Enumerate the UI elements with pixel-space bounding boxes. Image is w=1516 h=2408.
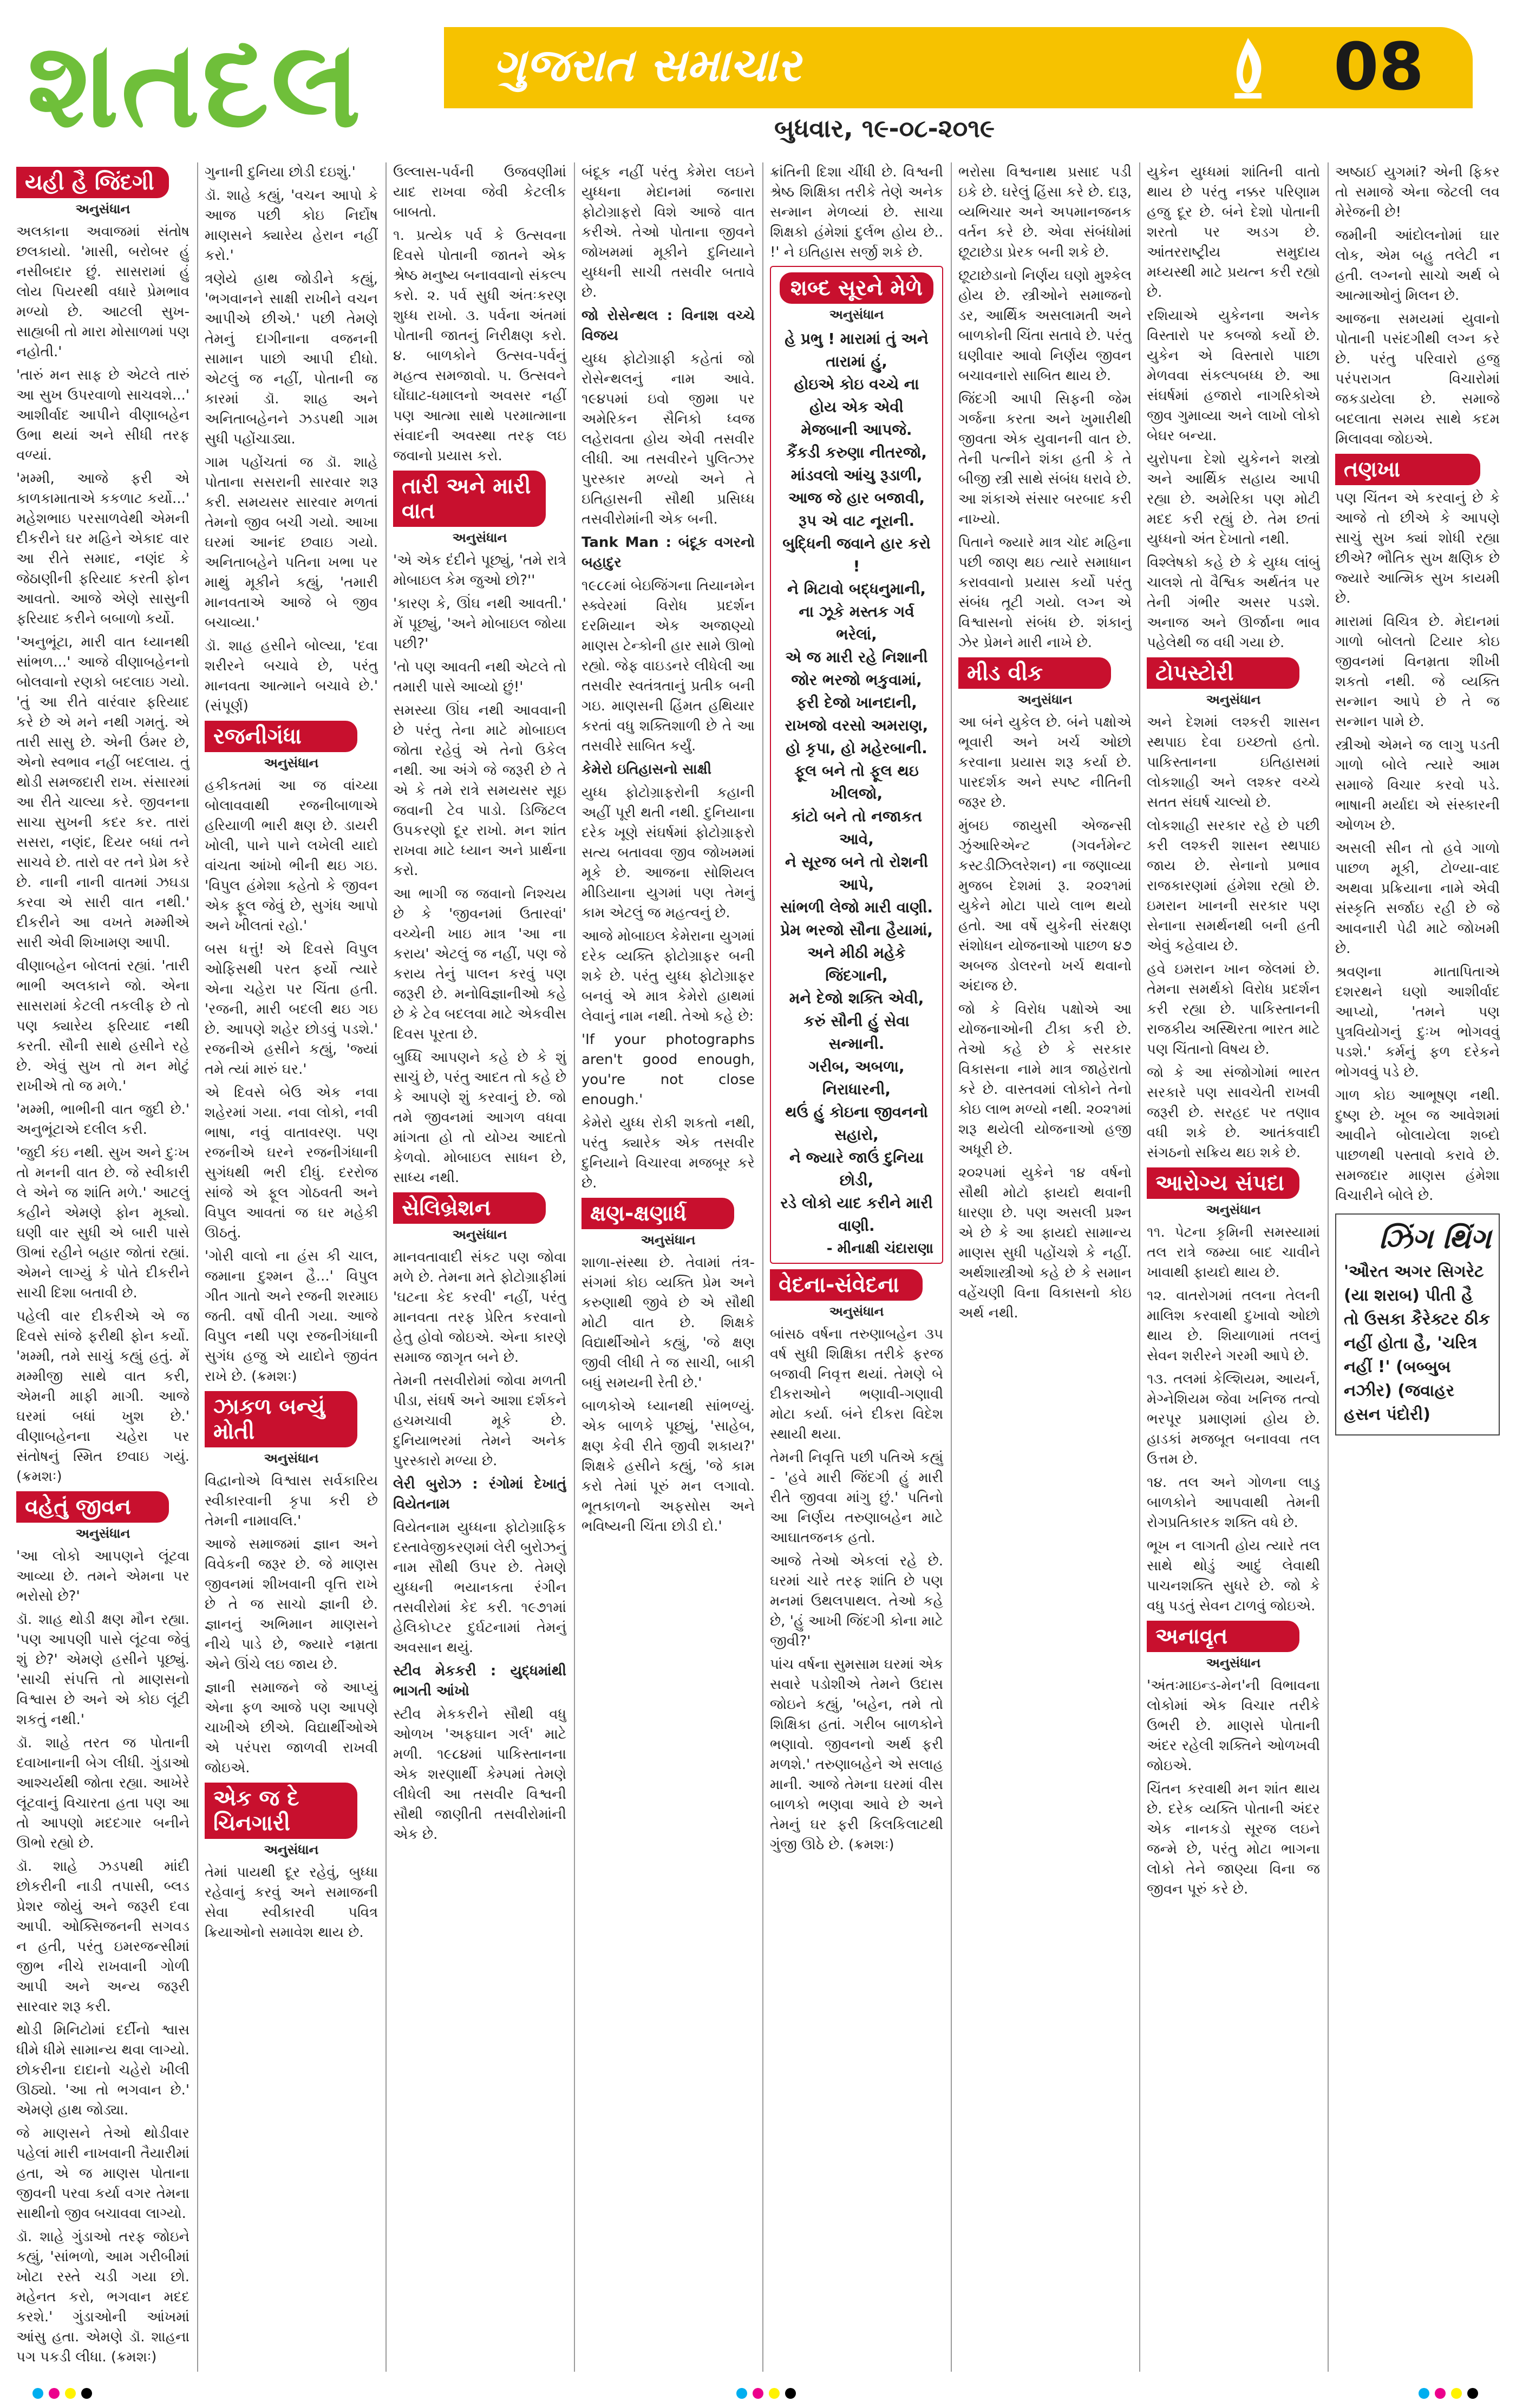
magenta-dot-icon [753, 2388, 763, 2399]
poem-line: મને દેજો શક્તિ એવી, [789, 989, 924, 1007]
subheading: જો રોસેન્થલ : વિનાશ વચ્ચે વિજય [581, 308, 755, 344]
paragraph: જો કે વિરોધ પક્ષોએ આ યોજનાઓની ટીકા કરી છે. તેઓ કહે છે કે સરકાર વિકાસના નામે માત્ર જાહેરાતો કરે છે. વાસ્તવમાં લોકોને તેનો કોઇ લાભ મળ્યો નથી. ૨૦૨૧માં શરૂ થયેલી યોજનાઓ હજી અધૂરી છે. [958, 1001, 1132, 1158]
paragraph: ચિંતન કરવાથી મન શાંત થાય છે. દરેક વ્યક્તિ પોતાની અંદર એક નાનકડો સૂરજ લઇને જન્મે છે, પરંતુ મોટા ભાગના લોકો તેને જાણ્યા વિના જ જીવન પૂરું કરે છે. [1147, 1781, 1320, 1897]
paragraph: આજે તેઓ એકલાં રહે છે. ઘરમાં ચારે તરફ શાંતિ છે પણ મનમાં ઉથલપાથલ. તેઓ કહે છે, 'હું આખી જિંદગી કોના માટે જીવી?' [770, 1553, 943, 1649]
poem-line: એ જ મારી રહે નિશાની [785, 648, 928, 666]
paragraph: ભરોસા વિશ્વનાથ પ્રસાદ પડી ઇકે છે. ઘરેલું હિંસા કરે છે. દારૂ, વ્યભિચાર અને અપમાનજનક વર્તન કરે છે. એવા સંબંધોમાં છૂટાછેડા પ્રેરક બની શકે છે. [958, 164, 1132, 260]
paragraph: 'કારણ કે, ઊંઘ નથી આવતી.' મેં પૂછ્યું, 'અને મોબાઇલ જોયા પછી?' [393, 596, 566, 652]
paragraph: ડૉ. શાહે ગુંડાઓ તરફ જોઇને કહ્યું, 'સાંભળો, આમ ગરીબીમાં ખોટા રસ્તે ચડી ગયા છો. મહેનત કરો, ભગવાન મદદ કરશે.' ગુંડાઓની આંખમાં આંસુ હતા. એમણે ડૉ. શાહના પગ પકડી લીધા. (ક્રમશઃ) [16, 2229, 190, 2365]
poem-line: કાંટો બને તો નજાકત આવે, [791, 807, 922, 848]
paragraph: તેમાં પાયથી દૂર રહેવું, બુધ્ધા રહેવાનું કરવું અને સમાજની સેવા સ્વીકારવી પવિત્ર ક્રિયાઓનો સમાવેશ થાય છે. [205, 1864, 378, 1941]
poem-line: હે પ્રભુ ! મારામાં તું અને તારામાં હું, [785, 330, 929, 370]
paragraph: પિતાને જ્યારે માત્ર ચોદ મહિના પછી જાણ થઇ ત્યારે સમાધાન કરાવવાનો પ્રયાસ કર્યો પરંતુ સંબંધ તૂટી ગયો. લગ્ન એ વિશ્વાસનો સંબંધ છે. શંકાનું ઝેર પ્રેમને મારી નાખે છે. [958, 534, 1132, 651]
column-divider [197, 162, 198, 2372]
section-heading: એક જ દે ચિનગારી [205, 1783, 357, 1839]
continuation-label: અનુસંધાન [1206, 1202, 1261, 1217]
paragraph: ત્રણેયે હાથ જોડીને કહ્યું, 'ભગવાનને સાક્ષી રાખીને વચન આપીએ છીએ.' પછી તેમણે તેમનું દાગીનાના વજનની સામાન પાછો આપી દીધો. એટલું જ નહીં, પોતાની જ કારમાં ડૉ. શાહ અને અનિતાબહેનને ઝડપથી ગામ સુધી પહોંચાડ્યા. [205, 271, 378, 447]
poem-line: હોઇએ કોઇ વચ્ચે ના હોય એક એવી [794, 375, 919, 416]
paragraph: એ દિવસે બેઉ એક નવા શહેરમાં ગયા. નવા લોકો, નવી ભાષા, નવું વાતાવરણ. પણ રજનીએ ઘરને રજનીગંધાની સુગંધથી ભરી દીધું. દરરોજ સાંજે એ ફૂલ ગોઠવતી અને વિપુલ આવતાં જ ઘર મહેકી ઊઠતું. [205, 1085, 378, 1241]
continuation-label: અનુસંધાન [264, 1451, 319, 1466]
paragraph: શાળા-સંસ્થા છે. તેવામાં તંત્ર-સંગમાં કોઇ વ્યક્તિ પ્રેમ અને કરુણાથી જીવે છે એ સૌથી મોટી વાત છે. શિક્ષકે વિદ્યાર્થીઓને કહ્યું, 'જે ક્ષણ જીવી લીધી તે જ સાચી, બાકી બધું સમયની રેતી છે.' [581, 1255, 755, 1391]
poem-heading: શબ્દ સૂરને મેળે [780, 272, 933, 304]
paragraph: લોકશાહી સરકાર રહે છે પછી કરી લશ્કરી શાસન સ્થપાઇ જાય છે. સેનાનો પ્રભાવ રાજકારણમાં હંમેશા રહ્યો છે. ઇમરાન ખાનની સરકાર પણ સેનાના સમર્થનથી બની હતી એવું કહેવાય છે. [1147, 818, 1320, 954]
paragraph: ડૉ. શાહે તરત જ પોતાની દવાખાનાની બેગ લીધી. ગુંડાઓ આશ્ચર્યથી જોતા રહ્યા. આખેરે લૂંટવાનું વિચારતા હતા પણ આ તો આપણો મદદગાર બનીને ઊભો રહ્યો છે. [16, 1735, 190, 1851]
section-heading: ટોપસ્ટોરી [1147, 657, 1299, 689]
poem-line: ને મિટાવો બદ્ધનુમાની, [787, 580, 926, 598]
paragraph: પણ ચિંતન એ કરવાનું છે કે આજે તો છીએ કે આપણે સાચું સુખ ક્યાં શોધી રહ્યા છીએ? ભૌતિક સુખ ક્ષણિક છે જ્યારે આત્મિક સુખ કાયમી છે. [1335, 490, 1500, 606]
column-7 [1147, 162, 1320, 2372]
paragraph: માનવતાવાદી સંકટ પણ જોવા મળે છે. તેમના મતે ફોટોગ્રાફીમાં 'ઘટના કેદ કરવી' નહીં, પરંતુ માનવતા તરફ પ્રેરિત કરવાનો હેતુ હોવો જોઇએ. એના કારણે સમાજ જાગૃત બને છે. [393, 1249, 566, 1366]
paragraph: બુધ્ધિ આપણને કહે છે કે શું સાચું છે, પરંતુ આદત તો કહે છે કે આપણે શું કરવાનું છે. જો તમે જીવનમાં આગળ વધવા માંગતા હો તો યોગ્ય આદતો કેળવો. મોબાઇલ સાધન છે, સાધ્ય નથી. [393, 1049, 566, 1186]
continuation-label: અનુસંધાન [1017, 692, 1073, 707]
continuation-label: અનુસંધાન [641, 1232, 696, 1248]
brand-band [444, 27, 1473, 108]
paragraph: બંદૂક નહીં પરંતુ કેમેરા લઇને યુધ્ધના મેદાનમાં જનારા ફોટોગ્રાફરો વિશે આજે વાત કરીએ. તેઓ પોતાના જીવને જોખમમાં મૂકીને દુનિયાને યુધ્ધની સાચી તસવીર બતાવે છે. [581, 164, 755, 301]
paragraph: જિંદગી આપી સિફની જેમ ગર્જના કરતા અને ખુમારીથી જીવતા એક યુવાનની વાત છે. તેની પત્નીને શંકા હતી કે તે બીજી સ્ત્રી સાથે સંબંધ ધરાવે છે. આ શંકાએ સંસાર બરબાદ કરી નાખ્યો. [958, 391, 1132, 527]
paragraph: 'અંતઃમાઇન્ડ-મેન'ની વિભાવના લોકોમાં એક વિચાર તરીકે ઉભરી છે. માણસે પોતાની અંદર રહેલી શક્તિને ઓળખવી જોઇએ. [1147, 1678, 1320, 1774]
paragraph: યુધ્ધ ફોટોગ્રાફી કહેતાં જો રોસેન્થલનું નામ આવે. ૧૯૪૫માં ઇવો જીમા પર અમેરિકન સૈનિકો ધ્વજ લહેરાવતા હોય એવી તસવીર લીધી. આ તસવીરને પુલિત્ઝર પુરસ્કાર મળ્યો અને તે ઇતિહાસની સૌથી પ્રસિધ્ધ તસવીરોમાંની એક બની. [581, 351, 755, 527]
paragraph: તેમની તસવીરોમાં જોવા મળતી પીડા, સંઘર્ષ અને આશા દર્શકને હચમચાવી મૂકે છે. દુનિયાભરમાં તેમને અનેક પુરસ્કારો મળ્યા છે. [393, 1373, 566, 1469]
column-divider [1139, 162, 1140, 2372]
paragraph: શ્રવણના માતાપિતાએ દશરથને ઘણો આશીર્વાદ આપ્યો, 'તમને પણ પુત્રવિયોગનું દુઃખ ભોગવવું પડશે.' કર્મનું ફળ દરેકને ભોગવવું પડે છે. [1335, 964, 1500, 1080]
column-1 [16, 162, 190, 2372]
quote-box [1335, 1213, 1500, 1435]
paragraph: હવે ઇમરાન ખાન જેલમાં છે. તેમના સમર્થકો વિરોધ પ્રદર્શન કરી રહ્યા છે. પાકિસ્તાનની રાજકીય અસ્થિરતા ભારત માટે પણ ચિંતાનો વિષય છે. [1147, 961, 1320, 1058]
paragraph: આજના સમયમાં યુવાનો પોતાની પસંદગીથી લગ્ન કરે છે. પરંતુ પરિવારો હજુ પરંપરાગત વિચારોમાં જકડાયેલા છે. સમાજે બદલાતા સમય સાથે કદમ મિલાવવા જોઇએ. [1335, 311, 1500, 447]
paragraph: 'મમ્મી, આજે ફરી એ કાળકામાતાએ કકળાટ કર્યો...' મહેશભાઇ પરસાળવેથી એમની દીકરીને ઘર મહિને એકાદ વાર આ રીતે સમાદ, નણંદ કે જેઠાણીની ફરિયાદ કરતી ફોન આવતો. આજે એણે સાસુની ફરિયાદ કરીને બબાળો કર્યો. [16, 471, 190, 627]
section-heading: આરોગ્ય સંપદા [1147, 1167, 1299, 1199]
paragraph: જો કે આ સંજોગોમાં ભારત સરકારે પણ સાવચેતી રાખવી જરૂરી છે. સરહદ પર તણાવ વધી શકે છે. આતંકવાદી સંગઠનો સક્રિય થઇ શકે છે. [1147, 1065, 1320, 1161]
paragraph: બસ ધત્તું! એ દિવસે વિપુલ ઓફિસથી પરત ફર્યો ત્યારે એના ચહેરા પર ચિંતા હતી. 'રજની, મારી બદલી થઇ ગઇ છે. આપણે શહેર છોડવું પડશે.' રજનીએ હસીને કહ્યું, 'જ્યાં તમે ત્યાં મારું ઘર.' [205, 941, 378, 1078]
paragraph: ડૉ. શાહે ઝડપથી માંદી છોકરીની નાડી તપાસી, બ્લડ પ્રેશર જોયું અને જરૂરી દવા આપી. ઓક્સિજનની સગવડ ન હતી, પરંતુ ઇમરજન્સીમાં જીભ નીચે રાખવાની ગોળી આપી અને અન્ય જરૂરી સારવાર શરૂ કરી. [16, 1858, 190, 2015]
subheading: કેમેરો ઇતિહાસનો સાક્ષી [581, 761, 712, 778]
section-heading: તારી અને મારી વાત [393, 471, 546, 527]
paragraph: પાંચ વર્ષના સુમસામ ઘરમાં એક સવારે પડોશીએ તેમને ઉદાસ જોઇને કહ્યું, 'બહેન, તમે તો શિક્ષિકા હતાં. ગરીબ બાળકોને ભણાવો. જીવનનો અર્થ ફરી મળશે.' તરુણાબહેને એ સલાહ માની. આજે તેમના ઘરમાં વીસ બાળકો ભણવા આવે છે અને તેમનું ઘર ફરી કિલકિલાટથી ગુંજી ઊઠે છે. (ક્રમશઃ) [770, 1656, 943, 1853]
lamp-flame-icon [1218, 32, 1278, 103]
paragraph: જે માણસને તેઓ થોડીવાર પહેલાં મારી નાખવાની તૈયારીમાં હતા, એ જ માણસ પોતાના જીવની પરવા કર્યા વગર તેમના સાથીનો જીવ બચાવવા લાગ્યો. [16, 2125, 190, 2222]
paragraph: ક્રાંતિની દિશા ચીંધી છે. વિશ્વની શ્રેષ્ઠ શિક્ષિકા તરીકે તેણે અનેક સન્માન મેળવ્યાં છે. સાચા શિક્ષકો હંમેશાં દુર્લભ હોય છે.. !' ને ઇતિહાસ સર્જી શકે છે. [770, 164, 943, 260]
paragraph: ઉલ્લાસ-પર્વની ઉજવણીમાં યાદ રાખવા જેવી કેટલીક બાબતો. [393, 164, 566, 220]
paragraph: ડૉ. શાહ હસીને બોલ્યા, 'દવા શરીરને બચાવે છે, પરંતુ માનવતા આત્માને બચાવે છે.' (સંપૂર્ણ) [205, 638, 378, 714]
poem-box [770, 266, 943, 1264]
poem-line: કૈંકડી કરુણા નીતરજો, [786, 443, 927, 461]
poem-line: બુદ્ધિની જવાને હાર કરો ! [782, 534, 931, 575]
paragraph: 'ગોરી વાલો ના હંસ કી ચાલ, જમાના દુશ્મન હૈ...' વિપુલ ગીત ગાતો અને રજની શરમાઇ જતી. વર્ષો વીતી ગયા. આજે વિપુલ નથી પણ રજનીગંધાની સુગંધ હજુ એ યાદોને જીવંત રાખે છે. (ક્રમશઃ) [205, 1248, 378, 1385]
quote-text: 'ઔરત અગર સિગરેટ (યા શરાબ) પીતી હૈ તો ઉસકા કૈરેક્ટર ઠીક નહીં હોતા હૈ, 'ચરિત્ર નહીં !' (બબ્બુબ નઝીર) (જવાહર હસન પંદોરી) [1344, 1262, 1491, 1424]
paragraph: છૂટાછેડાનો નિર્ણય ઘણો મુશ્કેલ હોય છે. સ્ત્રીઓને સમાજનો ડર, આર્થિક અસલામતી અને બાળકોની ચિંતા સતાવે છે. પરંતુ ઘણીવાર આવો નિર્ણય જીવન બચાવનારો સાબિત થાય છે. [958, 267, 1132, 384]
continuation-label: અનુસંધાન [452, 530, 507, 545]
subheading: Tank Man : બંદૂક વગરનો બહાદુર [581, 534, 755, 571]
poem-line: હો કૃપા, હો મહેરબાની. [786, 739, 927, 757]
paragraph: આ બંને યુકેલ છે. બંને પક્ષોએ ભૂવારી અને ખર્ચ ઓછો કરવાના પ્રયાસ શરૂ કર્યા છે. પારદર્શક અને સ્પષ્ટ નીતિની જરૂર છે. [958, 714, 1132, 811]
paragraph: બાંસઠ વર્ષના તરુણાબહેન ૩૫ વર્ષ સુધી શિક્ષિકા તરીકે ફરજ બજાવી નિવૃત્ત થયાં. તેમણે બે દીકરાઓને ભણાવી-ગણાવી મોટા કર્યા. બંને દીકરા વિદેશ સ્થાયી થયા. [770, 1326, 943, 1443]
continuation-label: અનુસંધાન [75, 1526, 130, 1541]
section-heading: ક્ષણ-ક્ષણાર્ધ [581, 1198, 734, 1229]
black-dot-icon [81, 2388, 92, 2399]
paragraph: પહેલી વાર દીકરીએ એ જ દિવસે સાંજે ફરીથી ફોન કર્યો. 'મમ્મી, તમે સાચું કહ્યું હતું. મેં મમ્મીજી સાથે વાત કરી, એમની માફી માગી. આજે ઘરમાં બધાં ખુશ છે.' વીણાબહેનના ચહેરા પર સંતોષનું સ્મિત છવાઇ ગયું. (ક્રમશઃ) [16, 1308, 190, 1485]
paragraph: ગામ પહોંચતાં જ ડૉ. શાહે પોતાના સસરાની સારવાર શરૂ કરી. સમયસર સારવાર મળતાં તેમનો જીવ બચી ગયો. આખા ઘરમાં આનંદ છવાઇ ગયો. અનિતાબહેને પતિના ખભા પર માથું મૂકીને કહ્યું, 'તમારી માનવતાએ આજે બે જીવ બચાવ્યા.' [205, 454, 378, 631]
poem-line: મેજબાની આપજે. [801, 421, 912, 439]
paragraph: કેમેરો યુધ્ધ રોકી શકતો નથી, પરંતુ ક્યારેક એક તસવીર દુનિયાને વિચારવા મજબૂર કરે છે. [581, 1115, 755, 1191]
paragraph: ડૉ. શાહે કહ્યું, 'વચન આપો કે આજ પછી કોઇ નિર્દોષ માણસને ક્યારેય હેરાન નહીં કરો.' [205, 187, 378, 264]
paragraph: મારામાં વિચિત્ર છે. મેદાનમાં ગાળો બોલતો ટિયાર કોઇ જીવનમાં વિનમ્રતા શીખી શકતો નથી. જે વ્યક્તિ સન્માન આપે છે તે જ સન્માન પામે છે. [1335, 614, 1500, 730]
section-heading: યહી હૈ જિંદગી [16, 167, 169, 198]
paragraph: 'એ એક દંદીને પૂછ્યું, 'તમે રાત્રે મોબાઇલ કેમ જુઓ છો?'' [393, 552, 566, 589]
column-divider [1328, 162, 1329, 2372]
poem-line: રૂપ એ વાટ નૂરાની. [798, 512, 915, 530]
paragraph: જ્ઞાની સમાજને જે આપ્યું એના ફળ આજે પણ આપણે ચાખીએ છીએ. વિદ્યાર્થીઓએ એ પરંપરા જાળવી રાખવી જોઇએ. [205, 1680, 378, 1776]
continuation-label: અનુસંધાન [1206, 1655, 1261, 1670]
column-3 [393, 162, 566, 2372]
paragraph: આજે સમાજમાં જ્ઞાન અને વિવેકની જરૂર છે. જે માણસ જીવનમાં શીખવાની વૃત્તિ રાખે છે તે જ સાચો જ્ઞાની છે. જ્ઞાનનું અભિમાન માણસને નીચે પાડે છે, જ્યારે નમ્રતા એને ઊંચે લઇ જાય છે. [205, 1536, 378, 1673]
subheading: સ્ટીવ મેકકરી : યુદ્ધમાંથી ભાગતી આંખો [393, 1663, 566, 1699]
paragraph: ૧. પ્રત્યેક પર્વ કે ઉત્સવના દિવસે પોતાની જાતને એક શ્રેષ્ઠ મનુષ્ય બનાવવાનો સંકલ્પ કરો. ૨. પર્વ સુધી અંતઃકરણ શુધ્ધ રાખો. ૩. પર્વના અંતમાં પોતાની જાતનું નિરીક્ષણ કરો. ૪. બાળકોને ઉત્સવ-પર્વનું મહત્વ સમજાવો. ૫. ઉત્સવને ઘોંઘાટ-ધમાલનો અવસર નહીં પણ આત્મા સાથે પરમાત્માના સંવાદની અવસ્થા તરફ લઇ જવાનો પ્રયાસ કરો. [393, 227, 566, 464]
print-registration-marks [0, 2383, 1516, 2404]
poem-line: રડે લોકો યાદ કરીને મારી વાણી. [780, 1194, 933, 1235]
cyan-dot-icon [1419, 2388, 1429, 2399]
section-heading: વેદના-સંવેદના [770, 1269, 923, 1301]
column-6 [958, 162, 1132, 2372]
page-number: 08 [1334, 30, 1424, 105]
paragraph: બાળકોએ ધ્યાનથી સાંભળ્યું. એક બાળકે પૂછ્યું, 'સાહેબ, ક્ષણ કેવી રીતે જીવી શકાય?' શિક્ષકે હસીને કહ્યું, 'જે કામ કરો તેમાં પૂરું મન લગાવો. ભૂતકાળનો અફસોસ અને ભવિષ્યની ચિંતા છોડી દો.' [581, 1398, 755, 1535]
paragraph: ૧૯૮૯માં બેઇજિંગના તિયાનમેન સ્ક્વેરમાં વિરોધ પ્રદર્શન દરમિયાન એક અજાણ્યો માણસ ટેન્કોની હાર સામે ઊભો રહ્યો. જેફ વાઇડનરે લીધેલી આ તસવીર સ્વતંત્રતાનું પ્રતીક બની ગઇ. માણસની હિંમત હથિયાર કરતાં વધુ શક્તિશાળી છે તે આ તસવીરે સાબિત કર્યું. [581, 578, 755, 754]
poem-line: રાખજો વરસો અમરાણ, [785, 716, 929, 734]
column-divider [574, 162, 575, 2372]
paragraph: ગુનાની દુનિયા છોડી દઇશું.' [205, 164, 356, 180]
poem-line: થઉં હું કોઇના જીવનનો સહારો, [785, 1103, 928, 1144]
paragraph: 'મમ્મી, ભાભીની વાત જુદી છે.' અનુભૂંટાએ દલીલ કરી. [16, 1101, 190, 1138]
continuation-label: અનુસંધાન [829, 307, 884, 322]
poet-signature: - મીનાક્ષી ચંદારાણા [826, 1241, 933, 1257]
poem-line: ફરી દેજો ખાનદાની, [796, 694, 917, 712]
continuation-label: અનુસંધાન [75, 201, 130, 217]
yellow-dot-icon [1451, 2388, 1462, 2399]
poem-line: ને જ્યારે જાઉં દુનિયા છોડી, [789, 1148, 924, 1189]
paragraph: સમસ્યા ઊંઘ નથી આવવાની છે પરંતુ તેના માટે મોબાઇલ જોતા રહેવું એ તેનો ઉકેલ નથી. આ અંગે જે જરૂરી છે તે એ કે તમે રાત્રે સમયસર સૂઇ જવાની ટેવ પાડો. ડિજિટલ ઉપકરણો દૂર રાખો. મન શાંત રાખવા માટે ધ્યાન અને પ્રાર્થના કરો. [393, 702, 566, 879]
quote-text: 'If your photographs aren't good enough, you're not close enough.' [581, 1032, 755, 1108]
paragraph: વિદ્વાનોએ વિશ્વાસ સર્વકારિય સ્વીકારવાની કૃપા કરી છે તેમની નામાવલિ.' [205, 1473, 378, 1529]
paragraph: રશિયાએ યુકેનના અનેક વિસ્તારો પર કબજો કર્યો છે. યુકેન એ વિસ્તારો પાછા મેળવવા સંકલ્પબધ્ધ છે. આ સંઘર્ષમાં હજારો નાગરિકોએ જીવ ગુમાવ્યા અને લાખો લોકો બેઘર બન્યા. [1147, 308, 1320, 444]
paragraph: અસલી સીન તો હવે ગાળો પાછળ મૂકી, ટોળ્યા-વાદ અથવા પ્રક્રિયાના નામે એવી સંસ્કૃતિ સર્જાઇ રહી છે જે આવનારી પેઢી માટે જોખમી છે. [1335, 840, 1500, 957]
column-divider [951, 162, 952, 2372]
section-heading: તણખા [1335, 454, 1480, 485]
paragraph: 'અનુભૂંટા, મારી વાત ધ્યાનથી સાંભળ...' આજે વીણાબહેનનો બોલવાનો રણકો બદલાઇ ગયો. 'તું આ રીતે વારંવાર ફરિયાદ કરે છે એ મને નથી ગમતું. એ તારી સાસુ છે. એની ઉંમર છે, એનો સ્વભાવ નહીં બદલાય. તું થોડી સમજદારી રાખ. સંસારમાં આ રીતે ચાલ્યા કરે. જીવનના સાચા સુખની કદર કર. તારાં સસરા, નણંદ, દિયર બધાં તને સાચવે છે. તારો વર તને પ્રેમ કરે છે. નાની નાની વાતમાં ઝઘડા કરવા એ સારી વાત નથી.' દીકરીને આ વખતે મમ્મીએ સારી એવી શિખામણ આપી. [16, 634, 190, 951]
paragraph: આ ભાગી જ જવાનો નિશ્ચય છે કે 'જીવનમાં ઉતારવાં' વચ્ચેની ખાઇ માત્ર 'આ ના કરાય' એટલું જ નહીં, પણ જે કરાય તેનું પાલન કરવું પણ જરૂરી છે. મનોવિજ્ઞાનીઓ કહે છે કે ટેવ બદલવા માટે એકવીસ દિવસ પૂરતા છે. [393, 886, 566, 1042]
column-5 [770, 162, 943, 2372]
paragraph: અલકાના અવાજમાં સંતોષ છલકાયો. 'માસી, બરોબર હું નસીબદાર છું. સાસરામાં હું લોય પિયરથી વધારે પ્રેમભાવ મળ્યો છે. આટલી સુખ-સાહ્યબી તો મારા મોસાળમાં પણ નહોતી.' [16, 224, 190, 360]
paragraph: 'તો પણ આવતી નથી એટલે તો તમારી પાસે આવ્યો છું!' [393, 659, 566, 695]
paragraph: સ્ત્રીઓ એમને જ લાગુ પડતી ગાળો બોલે ત્યારે આમ સમાજે વિચાર કરવો પડે. ભાષાની મર્યાદા એ સંસ્કારની ઓળખ છે. [1335, 737, 1500, 833]
paragraph: તેમની નિવૃત્તિ પછી પતિએ કહ્યું - 'હવે મારી જિંદગી હું મારી રીતે જીવવા માંગુ છું.' પતિનો આ નિર્ણય તરુણાબહેન માટે આઘાતજનક હતો. [770, 1450, 943, 1546]
paragraph: ભૂખ ન લાગતી હોય ત્યારે તલ સાથે થોડું આદું લેવાથી પાચનશક્તિ સુધરે છે. જો કે વધુ પડતું સેવન ટાળવું જોઇએ. [1147, 1538, 1320, 1614]
paragraph: વિશ્લેષકો કહે છે કે યુધ્ધ લાંબું ચાલશે તો વૈશ્વિક અર્થતંત્ર પર તેની ગંભીર અસર પડશે. અનાજ અને ઊર્જાના ભાવ પહેલેથી જ વધી ગયા છે. [1147, 554, 1320, 651]
masthead [16, 16, 1500, 152]
paragraph: ગાળ કોઇ આભૂષણ નથી. દુષ્ણ છે. ખૂબ જ આવેશમાં આવીને બોલાયેલા શબ્દો પાછળથી પસ્તાવો કરાવે છે. સમજદાર માણસ હંમેશા વિચારીને બોલે છે. [1335, 1087, 1500, 1204]
paragraph: 'આ લોકો આપણને લૂંટવા આવ્યા છે. તમને એમના પર ભરોસો છે?' [16, 1548, 190, 1604]
paragraph: આજે મોબાઇલ કેમેરાના યુગમાં દરેક વ્યક્તિ ફોટોગ્રાફર બની શકે છે. પરંતુ યુધ્ધ ફોટોગ્રાફર બનવું એ માત્ર કેમેરો હાથમાં લેવાનું નામ નથી. તેઓ કહે છે: [581, 928, 755, 1024]
magenta-dot-icon [1435, 2388, 1446, 2399]
subheading: લેરી બુરોઝ : રંગોમાં દેખાતું વિયેતનામ [393, 1476, 566, 1512]
paragraph: ૧૩. તલમાં કેલ્શિયમ, આયર્ન, મેગ્નેશિયમ જેવા ખનિજ તત્વો ભરપૂર પ્રમાણમાં હોય છે. હાડકાં મજબૂત બનાવવા તલ ઉત્તમ છે. [1147, 1371, 1320, 1467]
column-4 [581, 162, 755, 2372]
poem-line: ગરીબ, અબળા, નિરાધારની, [808, 1058, 905, 1098]
continuation-label: અનુસંધાન [452, 1227, 507, 1242]
continuation-label: અનુસંધાન [264, 1842, 319, 1857]
cyan-dot-icon [736, 2388, 747, 2399]
poem-line: અને મીઠી મહેકે જિંદગાની, [807, 944, 906, 984]
paragraph: થોડી મિનિટોમાં દર્દીનો શ્વાસ ધીમે ધીમે સામાન્ય થવા લાગ્યો. છોકરીના દાદાનો ચહેરો ખીલી ઊઠ્યો. 'આ તો ભગવાન છે.' એમણે હાથ જોડ્યા. [16, 2022, 190, 2118]
poem-line: સાંભળી લેજો મારી વાણી. [780, 898, 933, 916]
section-heading: મીડ વીક [958, 657, 1111, 689]
column-divider [385, 162, 387, 2372]
section-heading: સેલિબ્રેશન [393, 1192, 546, 1224]
continuation-label: અનુસંધાન [1206, 692, 1261, 707]
poem-line: ફૂલ બને તો ફૂલ થઇ ખીલજો, [794, 762, 919, 802]
date-line: બુધવાર, ૧૯-૦૮-૨૦૧૯ [774, 114, 995, 143]
paragraph: સ્ટીવ મેકકરીને સૌથી વધુ ઓળખ 'અફઘાન ગર્લ' માટે મળી. ૧૯૮૪માં પાકિસ્તાનના એક શરણાર્થી કેમ્પમાં તેમણે લીધેલી આ તસવીર વિશ્વની સૌથી જાણીતી તસવીરોમાંની એક છે. [393, 1706, 566, 1843]
column-divider [762, 162, 763, 2372]
paragraph: ડૉ. શાહ થોડી ક્ષણ મૌન રહ્યા. 'પણ આપણી પાસે લૂંટવા જેવું શું છે?' એમણે હસીને પૂછ્યું. 'સાચી સંપત્તિ તો માણસનો વિશ્વાસ છે અને એ કોઇ લૂંટી શકતું નથી.' [16, 1611, 190, 1728]
poem-line: ના ઝૂકે મસ્તક ગર્વ ભરેલાં, [799, 603, 914, 643]
poem-line: જોર ભરજો ભકુવામાં, [791, 671, 922, 689]
yellow-dot-icon [769, 2388, 780, 2399]
quote-title: ઝિંગ થિંગ [1378, 1222, 1491, 1255]
paragraph: યુકેન યુધ્ધમાં શાંતિની વાતો થાય છે પરંતુ નક્કર પરિણામ હજુ દૂર છે. બંને દેશો પોતાની શરતો પર અડગ છે. આંતરરાષ્ટ્રીય સમુદાય મધ્યસ્થી માટે પ્રયત્ન કરી રહ્યો છે. [1147, 164, 1320, 301]
page-content [16, 162, 1500, 2372]
continuation-label: અનુસંધાન [264, 755, 319, 771]
section-heading: ઝાકળ બન્યું મોતી [205, 1391, 357, 1447]
column-2 [205, 162, 378, 2372]
paragraph: અષ્ઠાઈ યુગમાં? એની ફિકર તો સમાજે એના જેટલી લવ મેરેજની છે! [1335, 164, 1500, 220]
paragraph: વીણાબહેન બોલતાં રહ્યાં. 'તારી ભાભી અલકાને જો. એના સાસરામાં કેટલી તકલીફ છે તો પણ ક્યારેય ફરિયાદ નથી કરતી. સૌની સાથે હસીને રહે છે. એવું સુખ તો મન મોટું રાખીએ તો જ મળે.' [16, 958, 190, 1094]
poem-line: ને સૂરજ બને તો રોશની આપે, [785, 853, 929, 893]
paragraph: જમીની આંદોલનોમાં ઘાર લોક, એમ બહુ તલેટી ન હતી. લગ્નનો સાચો અર્થ બે આત્માઓનું મિલન છે. [1335, 227, 1500, 304]
logo-text: શતદલ [27, 14, 363, 154]
newspaper-name: ગુજરાત સમાચાર [493, 38, 801, 92]
paragraph: ૧૪. તલ અને ગોળના લાડુ બાળકોને આપવાથી તેમની રોગપ્રતિકારક શક્તિ વધે છે. [1147, 1474, 1320, 1531]
continuation-label: અનુસંધાન [829, 1304, 884, 1319]
poem-line: માંડવલો આંચુ રૂડાળી, [790, 466, 923, 484]
black-dot-icon [1467, 2388, 1478, 2399]
paragraph: મુંબઇ જાયુસી એજન્સી ઝુંઆરિએન્ટ (ગવર્નમેન્ટ કસ્ટડીઝિલરેશન) ના જણાવ્યા મુજબ દેશમાં રૂ. ૨૦૨૧માં યુકેને મોટા પાયે લાભ થયો હતો. આ વર્ષે યુકેની સંરક્ષણ સંશોધન યોજનાઓ પાછળ ૪૭ અબજ ડોલરનો ખર્ચ થવાનો અંદાજ છે. [958, 818, 1132, 994]
cyan-dot-icon [32, 2388, 43, 2399]
paragraph: 'તારું મન સાફ છે એટલે તારું આ સુખ ઉપરવાળો સાચવશે...' આશીર્વાદ આપીને વીણાબહેન ઉભા થયાં અને સીધી તરફ વળ્યાં. [16, 367, 190, 464]
paragraph: ૨૦૨૫માં યુકેને ૧૪ વર્ષનો સૌથી મોટો ફાયદો થવાની ધારણા છે. પણ અસલી પ્રશ્ન એ છે કે આ ફાયદો સામાન્ય માણસ સુધી પહોંચશે કે નહીં. અર્થશાસ્ત્રીઓ કહે છે કે સમાન વહેંચણી વિના વિકાસનો કોઇ અર્થ નથી. [958, 1165, 1132, 1321]
paragraph: અને દેશમાં લશ્કરી શાસન સ્થપાઇ દેવા ઇચ્છતો હતો. પાકિસ્તાનના ઇતિહાસમાં લોકશાહી અને લશ્કર વચ્ચે સતત સંઘર્ષ ચાલ્યો છે. [1147, 714, 1320, 811]
poem-line: કરું સૌની હું સેવા સન્માની. [803, 1012, 910, 1053]
paragraph: હકીકતમાં આ જ વાંચ્યા બોલાવવાથી રજનીબાળાએ હરિયાળી ભારી ક્ષણ છે. ડાયરી ખોલી, પાને પાને લખેલી યાદો વાંચતા આંખો ભીની થઇ ગઇ. 'વિપુલ હંમેશા કહેતો કે જીવન એક ફૂલ જેવું છે, સુગંધ આપો અને ખીલતાં રહો.' [205, 778, 378, 934]
paragraph: વિયેતનામ યુધ્ધના ફોટોગ્રાફિક દસ્તાવેજીકરણમાં લેરી બુરોઝનું નામ સૌથી ઉપર છે. તેમણે યુધ્ધની ભયાનકતા રંગીન તસવીરોમાં કેદ કરી. ૧૯૭૧માં હેલિકોપ્ટર દુર્ઘટનામાં તેમનું અવસાન થયું. [393, 1519, 566, 1656]
paragraph: યુરોપના દેશો યુકેનને શસ્ત્રો અને આર્થિક સહાય આપી રહ્યા છે. અમેરિકા પણ મોટી મદદ કરી રહ્યું છે. તેમ છતાં યુધ્ધનો અંત દેખાતો નથી. [1147, 451, 1320, 547]
magenta-dot-icon [49, 2388, 60, 2399]
section-logo [16, 16, 439, 152]
section-heading: વહેતું જીવન [16, 1491, 169, 1523]
column-8 [1335, 162, 1500, 2372]
poem-line: આજ જે હાર બજાવી, [788, 489, 925, 507]
section-heading: અનાવૃત [1147, 1621, 1299, 1652]
paragraph: 'જુદી કંઇ નથી. સુખ અને દુઃખ તો મનની વાત છે. જે સ્વીકારી લે એને જ શાંતિ મળે.' આટલું કહીને એમણે ફોન મૂક્યો. ઘણી વાર સુધી એ બારી પાસે ઊભાં રહીને બહાર જોતાં રહ્યાં. એમને લાગ્યું કે પોતે દીકરીને સાચી દિશા બતાવી છે. [16, 1145, 190, 1301]
yellow-dot-icon [65, 2388, 76, 2399]
paragraph: ૧૧. પેટના કૃમિની સમસ્યામાં તલ રાત્રે જમ્યા બાદ ચાવીને ખાવાથી ફાયદો થાય છે. [1147, 1224, 1320, 1281]
paragraph: યુધ્ધ ફોટોગ્રાફરોની કહાની અહીં પૂરી થતી નથી. દુનિયાના દરેક ખૂણે સંઘર્ષમાં ફોટોગ્રાફરો સત્ય બતાવવા જીવ જોખમમાં મૂકે છે. આજના સોશિયલ મીડિયાના યુગમાં પણ તેમનું કામ એટલું જ મહત્વનું છે. [581, 785, 755, 921]
paragraph: ૧૨. વાતરોગમાં તલના તેલની માલિશ કરવાથી દુખાવો ઓછો થાય છે. શિયાળામાં તલનું સેવન શરીરને ગરમી આપે છે. [1147, 1288, 1320, 1364]
poem-line: પ્રેમ ભરજો સૌના હૈયામાં, [780, 921, 933, 939]
section-heading: રજનીગંધા [205, 721, 357, 752]
black-dot-icon [785, 2388, 796, 2399]
